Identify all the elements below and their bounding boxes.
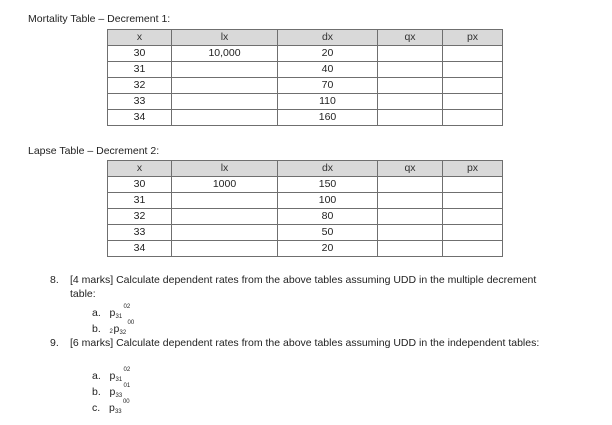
table-cell	[172, 78, 278, 94]
column-header: dx	[278, 30, 378, 46]
table-cell: 33	[108, 225, 172, 241]
decrement-superscript: 01	[123, 383, 131, 389]
table-cell: 70	[278, 78, 378, 94]
table-cell	[378, 177, 443, 193]
age-subscript: 33	[115, 393, 123, 399]
table-cell: 110	[278, 94, 378, 110]
table-header-row	[108, 30, 503, 46]
probability-symbol	[109, 320, 135, 336]
question-8-number: 8.	[50, 274, 59, 286]
probability-symbol	[109, 383, 131, 399]
table-cell: 10,000	[172, 46, 278, 62]
age-subscript: 31	[115, 314, 123, 320]
question-9b	[92, 383, 131, 399]
table-cell	[378, 209, 443, 225]
table-cell	[172, 193, 278, 209]
decrement-superscript: 02	[123, 304, 131, 310]
table-cell	[172, 225, 278, 241]
question-8b	[92, 320, 135, 336]
table-cell: 34	[108, 241, 172, 257]
table-cell: 160	[278, 110, 378, 126]
table-cell	[172, 209, 278, 225]
item-letter: b.	[92, 323, 101, 335]
table-cell	[172, 241, 278, 257]
table-cell: 100	[278, 193, 378, 209]
mortality-table-title: Mortality Table – Decrement 1:	[28, 13, 171, 25]
item-letter: c.	[92, 402, 101, 414]
column-header: lx	[172, 30, 278, 46]
table-row	[108, 110, 503, 126]
table-cell	[378, 225, 443, 241]
table-cell: 31	[108, 62, 172, 78]
table-cell	[443, 94, 503, 110]
lapse-table-title: Lapse Table – Decrement 2:	[28, 145, 160, 157]
table-cell: 30	[108, 177, 172, 193]
age-subscript: 32	[119, 330, 127, 336]
column-header: qx	[378, 30, 443, 46]
lapse-table	[107, 160, 503, 257]
column-header: dx	[278, 161, 378, 177]
question-9c	[92, 399, 130, 415]
question-9a	[92, 367, 131, 383]
table-row	[108, 225, 503, 241]
table-cell	[172, 110, 278, 126]
table-cell	[443, 193, 503, 209]
table-cell	[443, 62, 503, 78]
table-header-row	[108, 161, 503, 177]
p-letter: p	[108, 402, 115, 414]
p-letter: p	[109, 370, 116, 382]
table-cell	[443, 110, 503, 126]
table-cell	[378, 110, 443, 126]
question-9-text: [6 marks] Calculate dependent rates from the above tables assuming UDD in the independent tables:	[70, 337, 540, 349]
p-letter: p	[113, 323, 120, 335]
table-row	[108, 193, 503, 209]
item-letter: a.	[92, 370, 101, 382]
column-header: x	[108, 30, 172, 46]
item-letter: a.	[92, 307, 101, 319]
table-cell	[443, 225, 503, 241]
table-cell: 50	[278, 225, 378, 241]
table-cell: 150	[278, 177, 378, 193]
table-cell: 20	[278, 46, 378, 62]
table-cell	[378, 193, 443, 209]
table-cell: 40	[278, 62, 378, 78]
decrement-superscript: 00	[127, 320, 135, 326]
table-cell: 20	[278, 241, 378, 257]
column-header: x	[108, 161, 172, 177]
table-row	[108, 62, 503, 78]
table-row	[108, 177, 503, 193]
mortality-table	[107, 29, 503, 126]
table-cell	[378, 241, 443, 257]
table-cell	[443, 209, 503, 225]
table-row	[108, 78, 503, 94]
table-cell	[378, 94, 443, 110]
table-cell: 32	[108, 78, 172, 94]
table-cell	[443, 241, 503, 257]
table-cell	[443, 177, 503, 193]
column-header: px	[443, 30, 503, 46]
table-row	[108, 94, 503, 110]
column-header: lx	[172, 161, 278, 177]
decrement-superscript: 02	[123, 367, 131, 373]
table-cell	[378, 78, 443, 94]
question-8-text: [4 marks] Calculate dependent rates from the above tables assuming UDD in the multiple decrement table:	[70, 274, 537, 300]
column-header: px	[443, 161, 503, 177]
table-cell	[443, 46, 503, 62]
table-cell: 33	[108, 94, 172, 110]
table-cell: 30	[108, 46, 172, 62]
table-cell: 32	[108, 209, 172, 225]
table-cell: 31	[108, 193, 172, 209]
table-cell	[172, 94, 278, 110]
question-8a	[92, 304, 131, 320]
table-cell	[172, 62, 278, 78]
column-header: qx	[378, 161, 443, 177]
probability-symbol	[108, 399, 130, 415]
item-letter: b.	[92, 386, 101, 398]
table-cell: 1000	[172, 177, 278, 193]
table-row	[108, 241, 503, 257]
probability-symbol	[109, 304, 131, 320]
table-cell	[378, 62, 443, 78]
p-letter: p	[109, 386, 116, 398]
prefix-subscript: 2	[109, 329, 113, 335]
probability-symbol	[109, 367, 131, 383]
table-row	[108, 46, 503, 62]
age-subscript: 31	[115, 377, 123, 383]
table-cell: 80	[278, 209, 378, 225]
p-letter: p	[109, 307, 116, 319]
table-cell	[443, 78, 503, 94]
age-subscript: 33	[114, 409, 122, 415]
table-cell	[378, 46, 443, 62]
table-cell: 34	[108, 110, 172, 126]
decrement-superscript: 00	[122, 399, 130, 405]
table-row	[108, 209, 503, 225]
question-9-number: 9.	[50, 337, 59, 349]
